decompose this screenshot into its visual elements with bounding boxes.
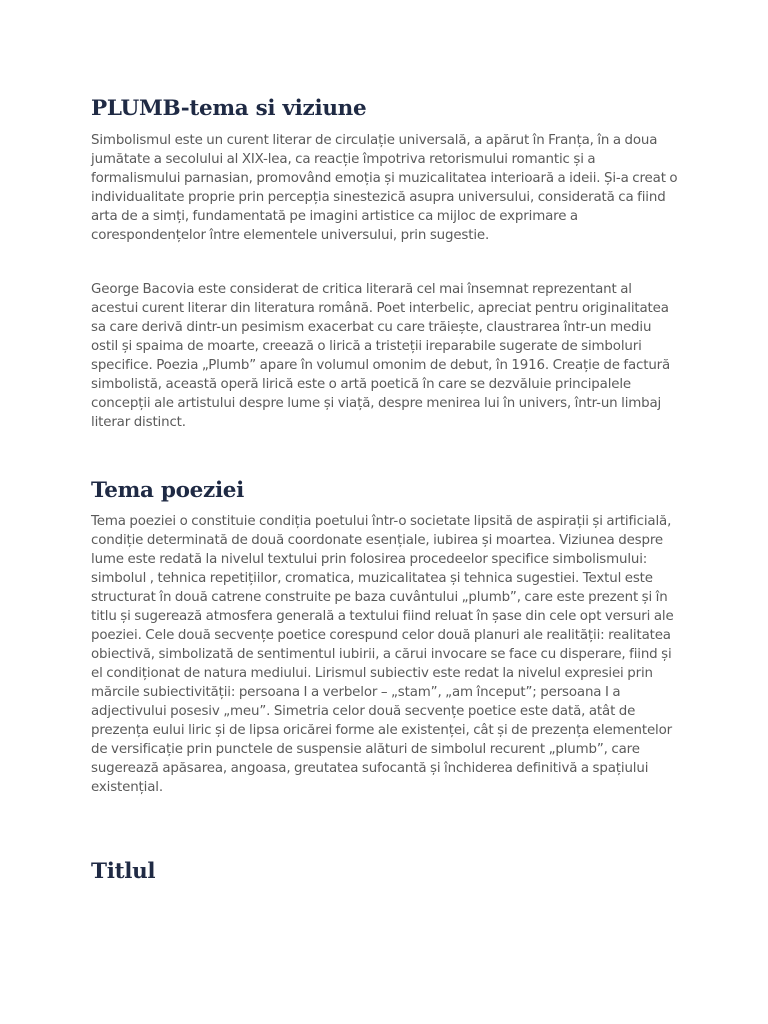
intro-paragraph-bacovia: George Bacovia este considerat de critica literară cel mai însemnat reprezentant al acestui curent literar din literatura română. Poet interbelic, apreciat pentru originalitatea sa care derivă dintr-un pesimism exacerbat cu care trăiește, claustrarea într-un mediu ostil și spaima de moarte, creează o lirică a tristeții ireparabile sugerate de simboluri specifice. Poezia „Plumb” apare în volumul omonim de debut, în 1916. Creație de factură simbolistă, această operă lirică este o artă poetică în care se dezvăluie principalele concepții ale artistului despre lume și viață, despre menirea lui în univers, într-un limbaj literar distinct. [91,282,671,430]
section-heading-tema: Tema poeziei [91,478,245,503]
section-paragraph-tema: Tema poeziei o constituie condiția poetului într-o societate lipsită de aspirații și artificială, condiție determinată de două coordonate esențiale, iubirea și moartea. Viziunea despre lume este redată la nivelul textului prin folosirea procedeelor specifice simbolismului: simbolul , tehnica repetițiilor, cromatica, muzicalitatea și tehnica sugestiei. Textul este structurat în două catrene construite pe baza cuvântului „plumb”, care este prezent și în titlu și sugerează atmosfera generală a textului fiind reluat în șase din cele opt versuri ale poeziei. Cele două secvențe poetice corespund celor două planuri ale realității: realitatea obiectivă, simbolizată de sentimentul iubirii, a cărui invocare se face cu disperare, fiind și el condiționat de natura mediului. Lirismul subiectiv este redat la nivelul expresiei prin mărcile subiectivității: persoana I a verbelor – „stam”, „am început”; persoana I a adjectivului posesiv „meu”. Simetria celor două secvențe poetice este dată, atât de prezența eului liric și de lipsa oricărei forme ale existenței, cât și de prezența elementelor de versificație prin punctele de suspensie alături de simbolul recurent „plumb”, care sugerează apăsarea, angoasa, greutatea sufocantă și închiderea definitivă a spațiului existențial. [91,514,674,795]
section-heading-titlul: Titlul [91,859,156,884]
document-title: PLUMB-tema si viziune [91,96,367,121]
intro-paragraph-simbolism: Simbolismul este un curent literar de circulație universală, a apărut în Franța, în a doua jumătate a secolului al XIX-lea, ca reacție împotriva retorismului romantic și a formalismului parnasian, promovând emoția și muzicalitatea interioară a ideii. Și-a creat o individualitate proprie prin percepția sinestezică asupra universului, considerată ca fiind arta de a simți, fundamentată pe imagini artistice ca mijloc de exprimare a corespondențelor între elementele universului, prin sugestie. [91,133,678,243]
